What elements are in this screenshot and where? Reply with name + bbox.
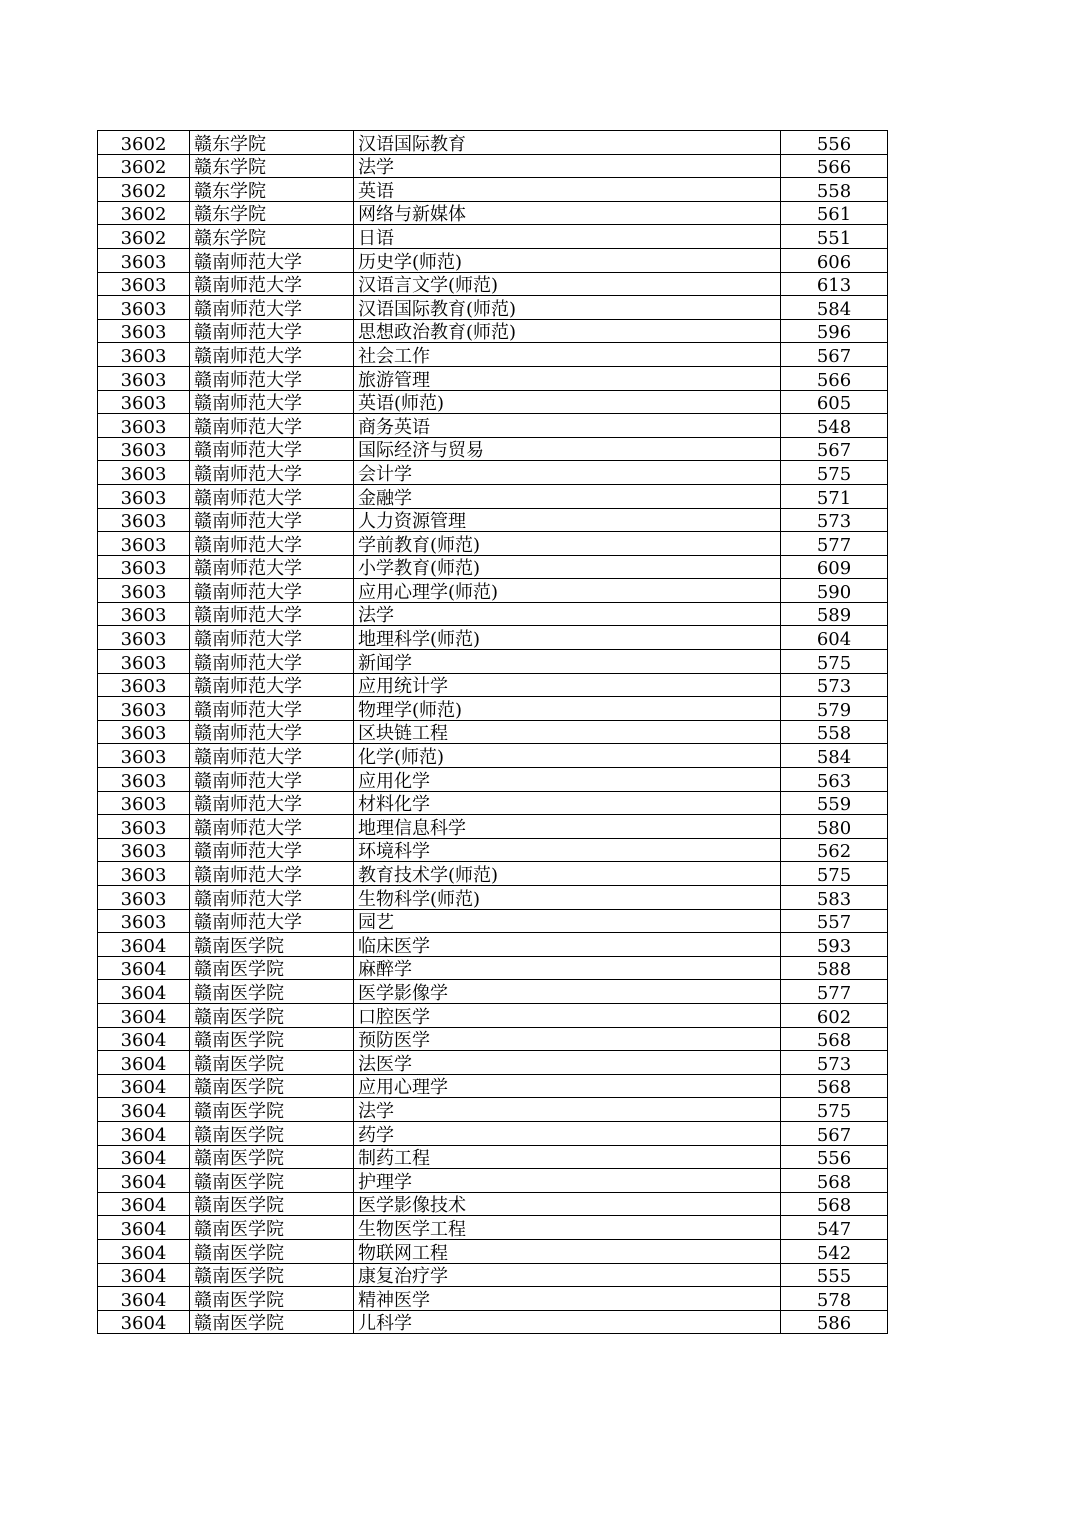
min-score-cell: 596 (781, 319, 888, 343)
min-score-cell: 584 (781, 296, 888, 320)
table-row (98, 201, 888, 225)
min-score-cell: 568 (781, 1027, 888, 1051)
school-code-cell: 3602 (98, 225, 190, 249)
table-row (98, 178, 888, 202)
major-name-cell: 制药工程 (354, 1145, 781, 1169)
school-name-cell: 赣东学院 (190, 201, 354, 225)
min-score-cell: 584 (781, 744, 888, 768)
school-name-cell: 赣南医学院 (190, 1098, 354, 1122)
major-name-cell: 商务英语 (354, 414, 781, 438)
school-code-cell: 3603 (98, 909, 190, 933)
school-code-cell: 3603 (98, 461, 190, 485)
major-name-cell: 日语 (354, 225, 781, 249)
school-code-cell: 3603 (98, 579, 190, 603)
school-name-cell: 赣南医学院 (190, 1051, 354, 1075)
min-score-cell: 548 (781, 414, 888, 438)
table-row (98, 508, 888, 532)
school-name-cell: 赣南师范大学 (190, 744, 354, 768)
table-row (98, 626, 888, 650)
school-code-cell: 3604 (98, 1098, 190, 1122)
min-score-cell: 577 (781, 980, 888, 1004)
school-code-cell: 3604 (98, 1074, 190, 1098)
school-name-cell: 赣东学院 (190, 225, 354, 249)
school-code-cell: 3603 (98, 862, 190, 886)
min-score-cell: 567 (781, 1121, 888, 1145)
school-name-cell: 赣南师范大学 (190, 414, 354, 438)
table-body (98, 131, 888, 1334)
min-score-cell: 605 (781, 390, 888, 414)
min-score-cell: 586 (781, 1310, 888, 1334)
school-code-cell: 3603 (98, 366, 190, 390)
min-score-cell: 575 (781, 862, 888, 886)
school-code-cell: 3602 (98, 154, 190, 178)
school-code-cell: 3603 (98, 437, 190, 461)
school-name-cell: 赣南医学院 (190, 1027, 354, 1051)
school-code-cell: 3603 (98, 626, 190, 650)
min-score-cell: 559 (781, 791, 888, 815)
major-name-cell: 网络与新媒体 (354, 201, 781, 225)
table-row (98, 956, 888, 980)
major-name-cell: 新闻学 (354, 650, 781, 674)
school-code-cell: 3603 (98, 768, 190, 792)
table-row (98, 862, 888, 886)
major-name-cell: 物理学(师范) (354, 697, 781, 721)
major-name-cell: 学前教育(师范) (354, 532, 781, 556)
min-score-cell: 590 (781, 579, 888, 603)
major-name-cell: 园艺 (354, 909, 781, 933)
major-name-cell: 汉语国际教育(师范) (354, 296, 781, 320)
min-score-cell: 575 (781, 1098, 888, 1122)
table-row (98, 248, 888, 272)
major-name-cell: 预防医学 (354, 1027, 781, 1051)
major-name-cell: 法学 (354, 602, 781, 626)
major-name-cell: 历史学(师范) (354, 248, 781, 272)
min-score-cell: 547 (781, 1216, 888, 1240)
table-row (98, 414, 888, 438)
major-name-cell: 应用心理学(师范) (354, 579, 781, 603)
min-score-cell: 604 (781, 626, 888, 650)
school-code-cell: 3602 (98, 178, 190, 202)
school-name-cell: 赣东学院 (190, 154, 354, 178)
min-score-cell: 568 (781, 1192, 888, 1216)
school-code-cell: 3604 (98, 1216, 190, 1240)
table-row (98, 225, 888, 249)
major-name-cell: 社会工作 (354, 343, 781, 367)
major-name-cell: 临床医学 (354, 933, 781, 957)
table-row (98, 1239, 888, 1263)
min-score-cell: 556 (781, 131, 888, 155)
table-row (98, 437, 888, 461)
school-name-cell: 赣南师范大学 (190, 343, 354, 367)
table-row (98, 131, 888, 155)
school-name-cell: 赣南师范大学 (190, 461, 354, 485)
table-row (98, 1169, 888, 1193)
table-row (98, 886, 888, 910)
min-score-cell: 571 (781, 484, 888, 508)
min-score-cell: 577 (781, 532, 888, 556)
min-score-cell: 589 (781, 602, 888, 626)
school-name-cell: 赣东学院 (190, 131, 354, 155)
min-score-cell: 573 (781, 1051, 888, 1075)
school-name-cell: 赣南师范大学 (190, 437, 354, 461)
table-row (98, 933, 888, 957)
table-row (98, 980, 888, 1004)
school-code-cell: 3604 (98, 933, 190, 957)
min-score-cell: 613 (781, 272, 888, 296)
school-code-cell: 3603 (98, 343, 190, 367)
table-row (98, 1310, 888, 1334)
school-code-cell: 3604 (98, 1051, 190, 1075)
table-row (98, 343, 888, 367)
school-name-cell: 赣南医学院 (190, 1074, 354, 1098)
min-score-cell: 561 (781, 201, 888, 225)
school-name-cell: 赣南师范大学 (190, 862, 354, 886)
table-row (98, 555, 888, 579)
table-row (98, 390, 888, 414)
major-name-cell: 生物科学(师范) (354, 886, 781, 910)
school-name-cell: 赣南师范大学 (190, 484, 354, 508)
min-score-cell: 558 (781, 178, 888, 202)
table-row (98, 1121, 888, 1145)
school-name-cell: 赣南师范大学 (190, 248, 354, 272)
school-code-cell: 3603 (98, 673, 190, 697)
major-name-cell: 法学 (354, 154, 781, 178)
min-score-cell: 573 (781, 673, 888, 697)
major-name-cell: 思想政治教育(师范) (354, 319, 781, 343)
min-score-cell: 566 (781, 366, 888, 390)
table-row (98, 1051, 888, 1075)
min-score-cell: 579 (781, 697, 888, 721)
school-name-cell: 赣南师范大学 (190, 555, 354, 579)
min-score-cell: 566 (781, 154, 888, 178)
major-name-cell: 材料化学 (354, 791, 781, 815)
major-name-cell: 护理学 (354, 1169, 781, 1193)
school-name-cell: 赣南师范大学 (190, 768, 354, 792)
school-name-cell: 赣南师范大学 (190, 838, 354, 862)
school-name-cell: 赣南师范大学 (190, 697, 354, 721)
school-name-cell: 赣南师范大学 (190, 886, 354, 910)
major-name-cell: 口腔医学 (354, 1003, 781, 1027)
school-name-cell: 赣南师范大学 (190, 909, 354, 933)
table-row (98, 1098, 888, 1122)
major-name-cell: 人力资源管理 (354, 508, 781, 532)
table-row (98, 1145, 888, 1169)
table-row (98, 154, 888, 178)
min-score-cell: 567 (781, 437, 888, 461)
major-name-cell: 汉语国际教育 (354, 131, 781, 155)
major-name-cell: 区块链工程 (354, 720, 781, 744)
table-row (98, 909, 888, 933)
min-score-cell: 609 (781, 555, 888, 579)
school-code-cell: 3603 (98, 532, 190, 556)
school-name-cell: 赣南师范大学 (190, 272, 354, 296)
table-row (98, 366, 888, 390)
school-code-cell: 3603 (98, 697, 190, 721)
school-code-cell: 3603 (98, 602, 190, 626)
school-name-cell: 赣南医学院 (190, 980, 354, 1004)
school-name-cell: 赣南医学院 (190, 933, 354, 957)
school-code-cell: 3604 (98, 1310, 190, 1334)
table-row (98, 1263, 888, 1287)
school-name-cell: 赣南师范大学 (190, 532, 354, 556)
school-code-cell: 3603 (98, 555, 190, 579)
table-row (98, 815, 888, 839)
school-name-cell: 赣南师范大学 (190, 720, 354, 744)
major-name-cell: 地理科学(师范) (354, 626, 781, 650)
school-name-cell: 赣南医学院 (190, 1169, 354, 1193)
min-score-cell: 562 (781, 838, 888, 862)
school-name-cell: 赣南师范大学 (190, 296, 354, 320)
min-score-cell: 583 (781, 886, 888, 910)
table-row (98, 1287, 888, 1311)
major-name-cell: 英语(师范) (354, 390, 781, 414)
table-row (98, 484, 888, 508)
major-name-cell: 英语 (354, 178, 781, 202)
school-name-cell: 赣南师范大学 (190, 650, 354, 674)
school-code-cell: 3604 (98, 1287, 190, 1311)
min-score-cell: 575 (781, 461, 888, 485)
school-code-cell: 3604 (98, 980, 190, 1004)
min-score-cell: 542 (781, 1239, 888, 1263)
table-row (98, 1003, 888, 1027)
min-score-cell: 563 (781, 768, 888, 792)
min-score-cell: 578 (781, 1287, 888, 1311)
major-name-cell: 应用化学 (354, 768, 781, 792)
table-row (98, 673, 888, 697)
major-name-cell: 国际经济与贸易 (354, 437, 781, 461)
major-name-cell: 医学影像技术 (354, 1192, 781, 1216)
school-code-cell: 3604 (98, 1145, 190, 1169)
major-name-cell: 旅游管理 (354, 366, 781, 390)
school-name-cell: 赣南医学院 (190, 1287, 354, 1311)
table-row (98, 602, 888, 626)
school-name-cell: 赣南师范大学 (190, 602, 354, 626)
table-row (98, 461, 888, 485)
table-row (98, 1074, 888, 1098)
school-name-cell: 赣南师范大学 (190, 673, 354, 697)
table-row (98, 272, 888, 296)
table-row (98, 697, 888, 721)
min-score-cell: 555 (781, 1263, 888, 1287)
school-code-cell: 3604 (98, 1003, 190, 1027)
school-code-cell: 3604 (98, 1027, 190, 1051)
min-score-cell: 602 (781, 1003, 888, 1027)
school-name-cell: 赣南师范大学 (190, 579, 354, 603)
school-name-cell: 赣南医学院 (190, 1263, 354, 1287)
major-name-cell: 汉语言文学(师范) (354, 272, 781, 296)
table-row (98, 532, 888, 556)
table-row (98, 650, 888, 674)
school-name-cell: 赣南师范大学 (190, 319, 354, 343)
major-name-cell: 物联网工程 (354, 1239, 781, 1263)
table-row (98, 791, 888, 815)
major-name-cell: 地理信息科学 (354, 815, 781, 839)
school-name-cell: 赣南师范大学 (190, 815, 354, 839)
school-code-cell: 3604 (98, 1263, 190, 1287)
school-code-cell: 3603 (98, 414, 190, 438)
school-code-cell: 3604 (98, 1169, 190, 1193)
table-row (98, 744, 888, 768)
school-code-cell: 3603 (98, 272, 190, 296)
table-row (98, 768, 888, 792)
school-name-cell: 赣南医学院 (190, 1310, 354, 1334)
admission-score-table (97, 130, 888, 1334)
major-name-cell: 环境科学 (354, 838, 781, 862)
school-name-cell: 赣南医学院 (190, 1121, 354, 1145)
school-code-cell: 3604 (98, 956, 190, 980)
major-name-cell: 康复治疗学 (354, 1263, 781, 1287)
major-name-cell: 精神医学 (354, 1287, 781, 1311)
min-score-cell: 568 (781, 1169, 888, 1193)
school-code-cell: 3603 (98, 390, 190, 414)
min-score-cell: 573 (781, 508, 888, 532)
school-code-cell: 3603 (98, 319, 190, 343)
min-score-cell: 551 (781, 225, 888, 249)
major-name-cell: 生物医学工程 (354, 1216, 781, 1240)
min-score-cell: 588 (781, 956, 888, 980)
school-code-cell: 3603 (98, 650, 190, 674)
school-name-cell: 赣南师范大学 (190, 791, 354, 815)
school-code-cell: 3603 (98, 886, 190, 910)
school-name-cell: 赣南医学院 (190, 1192, 354, 1216)
major-name-cell: 法医学 (354, 1051, 781, 1075)
min-score-cell: 568 (781, 1074, 888, 1098)
table-row (98, 1192, 888, 1216)
min-score-cell: 580 (781, 815, 888, 839)
school-name-cell: 赣南医学院 (190, 1216, 354, 1240)
school-code-cell: 3603 (98, 508, 190, 532)
major-name-cell: 药学 (354, 1121, 781, 1145)
table-row (98, 579, 888, 603)
school-name-cell: 赣南师范大学 (190, 366, 354, 390)
table-row (98, 838, 888, 862)
school-code-cell: 3603 (98, 296, 190, 320)
school-code-cell: 3603 (98, 720, 190, 744)
school-name-cell: 赣南师范大学 (190, 390, 354, 414)
table-row (98, 319, 888, 343)
min-score-cell: 558 (781, 720, 888, 744)
min-score-cell: 593 (781, 933, 888, 957)
major-name-cell: 法学 (354, 1098, 781, 1122)
school-code-cell: 3603 (98, 248, 190, 272)
major-name-cell: 小学教育(师范) (354, 555, 781, 579)
school-name-cell: 赣南医学院 (190, 1145, 354, 1169)
school-code-cell: 3603 (98, 744, 190, 768)
school-code-cell: 3603 (98, 815, 190, 839)
table-row (98, 1216, 888, 1240)
school-code-cell: 3602 (98, 131, 190, 155)
major-name-cell: 麻醉学 (354, 956, 781, 980)
major-name-cell: 应用心理学 (354, 1074, 781, 1098)
school-code-cell: 3604 (98, 1121, 190, 1145)
min-score-cell: 606 (781, 248, 888, 272)
min-score-cell: 575 (781, 650, 888, 674)
major-name-cell: 医学影像学 (354, 980, 781, 1004)
school-code-cell: 3602 (98, 201, 190, 225)
min-score-cell: 557 (781, 909, 888, 933)
school-code-cell: 3603 (98, 791, 190, 815)
table-row (98, 720, 888, 744)
school-name-cell: 赣东学院 (190, 178, 354, 202)
min-score-cell: 556 (781, 1145, 888, 1169)
table-row (98, 1027, 888, 1051)
school-code-cell: 3604 (98, 1192, 190, 1216)
school-code-cell: 3603 (98, 484, 190, 508)
school-name-cell: 赣南师范大学 (190, 626, 354, 650)
major-name-cell: 教育技术学(师范) (354, 862, 781, 886)
school-name-cell: 赣南医学院 (190, 956, 354, 980)
school-code-cell: 3603 (98, 838, 190, 862)
major-name-cell: 应用统计学 (354, 673, 781, 697)
school-code-cell: 3604 (98, 1239, 190, 1263)
school-name-cell: 赣南医学院 (190, 1003, 354, 1027)
school-name-cell: 赣南医学院 (190, 1239, 354, 1263)
min-score-cell: 567 (781, 343, 888, 367)
school-name-cell: 赣南师范大学 (190, 508, 354, 532)
major-name-cell: 金融学 (354, 484, 781, 508)
major-name-cell: 儿科学 (354, 1310, 781, 1334)
major-name-cell: 会计学 (354, 461, 781, 485)
major-name-cell: 化学(师范) (354, 744, 781, 768)
table-row (98, 296, 888, 320)
